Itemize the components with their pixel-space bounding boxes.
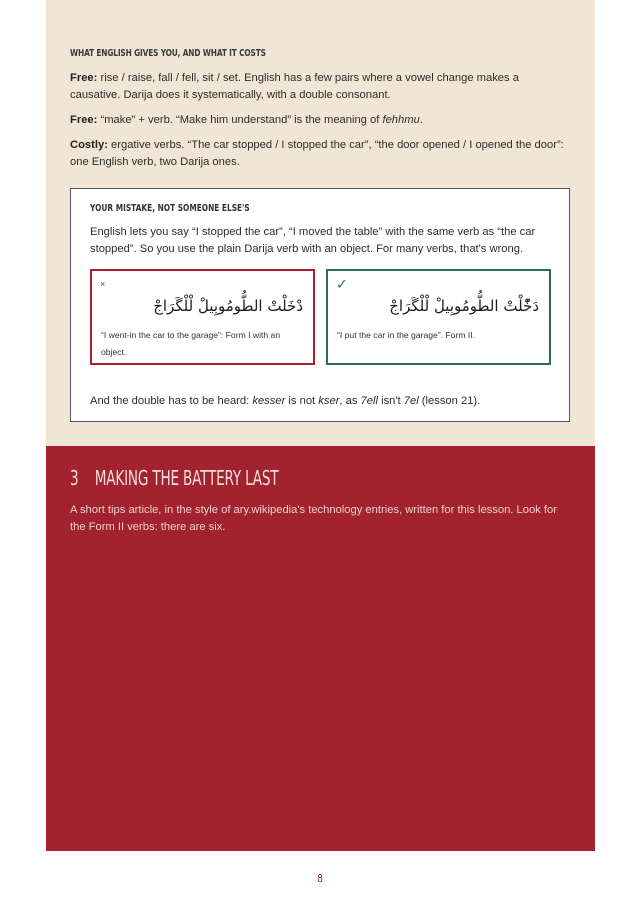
mistake-box-content — [90, 203, 550, 407]
note-text-4: isn't — [377, 395, 404, 407]
section-number: 3 — [70, 466, 79, 490]
free-label-1: Free: — [70, 72, 98, 84]
mistake-heading: YOUR MISTAKE, NOT SOMEONE ELSE'S — [90, 203, 250, 214]
costly-text: ergative verbs. “The car stopped / I stopped the car”, “the door opened / I opened the door”: one English verb, two Darija ones. — [70, 139, 564, 168]
note-word-kser: kser — [318, 395, 340, 407]
note-word-kesser: kesser — [252, 395, 286, 407]
right-example-card — [326, 269, 551, 365]
section-3-panel — [46, 446, 595, 851]
free-text-2: “make” + verb. “Make him understand” is the meaning of — [100, 114, 383, 126]
free-item-2 — [70, 112, 571, 129]
free-italic-2: fehhmu — [382, 114, 420, 126]
english-costs-heading: WHAT ENGLISH GIVES YOU, AND WHAT IT COSTS — [70, 48, 266, 59]
english-costs-content — [70, 48, 571, 179]
note-text-2: is not — [285, 395, 319, 407]
costly-item — [70, 137, 571, 171]
wrong-arabic-sentence: دْخَلْتْ الطُّومُوبِيلْ لْلْگَرَاجْ — [153, 297, 303, 315]
note-text-5: (lesson 21). — [418, 395, 481, 407]
note-text-3: , as — [339, 395, 361, 407]
right-arabic-sentence: دَخّْلْتْ الطُّومُوبِيلْ لْلْگَرَاجْ — [389, 297, 539, 315]
wrong-example-card — [90, 269, 315, 365]
costly-label: Costly: — [70, 139, 108, 151]
free-after-2: . — [419, 114, 423, 126]
mistake-box — [70, 188, 570, 422]
english-costs-panel — [46, 0, 595, 446]
note-text-1: And the double has to be heard: — [90, 395, 253, 407]
wrong-gloss: “I went-in the car to the garage”: Form I with an object. — [101, 330, 281, 357]
comparison-row — [90, 269, 552, 365]
check-icon: ✓ — [336, 276, 348, 292]
mistake-intro: English lets you say “I stopped the car”, “I moved the table” with the same verb as “the car stopped”. So you use the plain Darija verb with an object. For many verbs, that's wrong. — [90, 226, 536, 255]
gemination-note — [90, 395, 480, 407]
free-text-1: rise / raise, fall / fell, sit / set. English has a few pairs where a vowel change makes a causative. Darija does it systematically, with a double consonant. — [70, 72, 519, 101]
page-number: 8 — [317, 872, 323, 885]
note-word-7el: 7el — [403, 395, 419, 407]
section-3-title — [70, 466, 278, 490]
note-word-7ell: 7ell — [360, 395, 378, 407]
free-label-2: Free: — [70, 114, 98, 126]
free-item-1 — [70, 70, 571, 104]
section-3-description: A short tips article, in the style of ary.wikipedia's technology entries, written for this lesson. Look for the Form II verbs: there are six. — [70, 504, 557, 533]
cross-icon: × — [100, 279, 106, 289]
section-title-text: MAKING THE BATTERY LAST — [94, 466, 279, 490]
right-gloss: “I put the car in the garage”. Form II. — [337, 330, 476, 340]
